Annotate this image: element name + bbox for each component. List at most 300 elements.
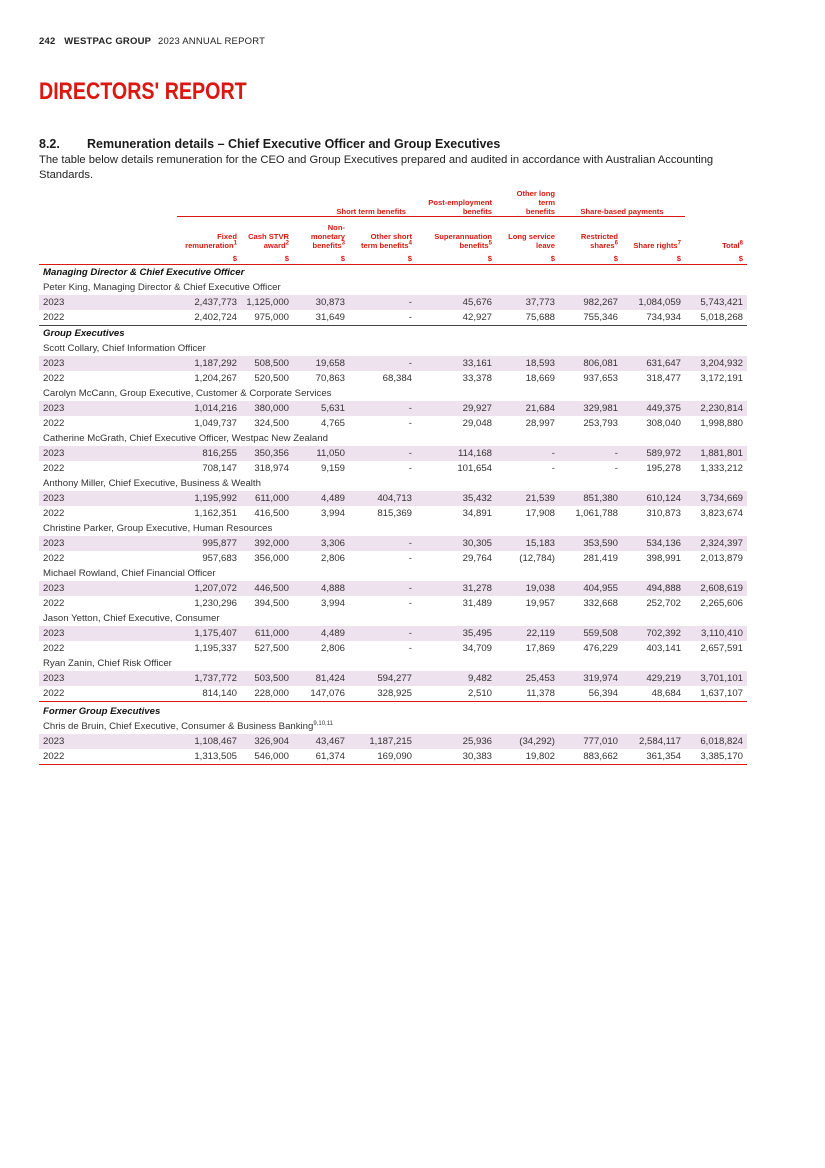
table-row (39, 491, 747, 506)
value-cell: 1,187,215 (349, 734, 416, 749)
year-cell: 2023 (39, 536, 177, 551)
table-row (39, 506, 747, 521)
person-row (39, 719, 747, 734)
footnote-ref: 8 (739, 240, 743, 247)
value-cell: 361,354 (622, 749, 685, 765)
table-row (39, 416, 747, 431)
person-name-text: Christine Parker, Group Executive, Human Resources (43, 523, 273, 534)
value-cell: 503,500 (241, 671, 293, 686)
value-cell: 398,991 (646, 553, 681, 564)
year-cell: 2023 (39, 626, 177, 641)
value-cell: 281,419 (583, 553, 618, 564)
person-row (39, 341, 747, 356)
value-cell: 15,183 (496, 536, 559, 551)
value-cell: 228,000 (254, 688, 289, 699)
year-cell: 2022 (43, 463, 65, 474)
section-heading (39, 137, 500, 151)
value-cell: 19,038 (496, 581, 559, 596)
table-row (39, 371, 747, 386)
person-name (39, 386, 747, 401)
value-cell: 101,654 (457, 463, 492, 474)
value-cell: 734,934 (646, 312, 681, 323)
value-cell: 75,688 (525, 312, 555, 323)
value-cell: 252,702 (646, 598, 681, 609)
person-name-text: Peter King, Managing Director & Chief Executive Officer (43, 282, 281, 293)
person-name (39, 719, 747, 734)
remuneration-table (39, 189, 747, 765)
column-header (177, 217, 241, 253)
value-cell: 1,637,107 (700, 688, 743, 699)
value-cell: 2,437,773 (177, 295, 241, 310)
value-cell: 17,908 (525, 508, 555, 519)
value-cell: - (349, 356, 416, 371)
person-row (39, 566, 747, 581)
value-cell: 2,806 (320, 553, 345, 564)
value-cell: 308,040 (646, 418, 681, 429)
year-cell: 2023 (39, 734, 177, 749)
value-cell: 35,432 (416, 491, 496, 506)
value-cell: 975,000 (254, 312, 289, 323)
value-cell: 19,957 (525, 598, 555, 609)
value-cell: 195,278 (646, 463, 681, 474)
value-cell: 404,713 (349, 491, 416, 506)
value-cell: 611,000 (241, 626, 293, 641)
unit-row (39, 252, 747, 265)
year-cell: 2022 (43, 688, 65, 699)
value-cell: 4,888 (293, 581, 349, 596)
value-cell: 3,701,101 (685, 671, 747, 686)
value-cell: - (559, 446, 622, 461)
value-cell: 394,500 (254, 598, 289, 609)
value-cell: 3,172,191 (700, 373, 743, 384)
value-cell: 1,061,788 (575, 508, 618, 519)
value-cell: (34,292) (496, 734, 559, 749)
value-cell: 3,306 (293, 536, 349, 551)
table-row (39, 446, 747, 461)
value-cell: - (349, 581, 416, 596)
value-cell: 21,684 (496, 401, 559, 416)
value-cell: 318,477 (646, 373, 681, 384)
value-cell: 2,324,397 (685, 536, 747, 551)
person-name-text: Chris de Bruin, Chief Executive, Consumer & Business Banking (43, 721, 314, 732)
section-title: Managing Director & Chief Executive Officer (39, 265, 747, 281)
value-cell: 534,136 (622, 536, 685, 551)
column-header (349, 217, 416, 253)
value-cell: 1,195,337 (194, 643, 237, 654)
value-cell: 324,500 (254, 418, 289, 429)
value-cell: 45,676 (416, 295, 496, 310)
year-cell: 2022 (43, 312, 65, 323)
column-label: Long service leave (508, 232, 555, 250)
value-cell: 11,378 (526, 688, 555, 699)
value-cell: 1,084,059 (622, 295, 685, 310)
person-name (39, 566, 747, 581)
year-cell: 2022 (43, 508, 65, 519)
value-cell: 11,050 (293, 446, 349, 461)
column-label: Total (722, 241, 740, 250)
value-cell: 883,662 (559, 749, 622, 765)
person-row (39, 431, 747, 446)
table-row (39, 626, 747, 641)
table-row (39, 356, 747, 371)
value-cell: 995,877 (177, 536, 241, 551)
value-cell: 429,219 (622, 671, 685, 686)
table-row (39, 671, 747, 686)
value-cell: - (349, 446, 416, 461)
group-header-row (39, 189, 747, 217)
person-name (39, 431, 747, 446)
value-cell: 3,994 (320, 508, 345, 519)
section-title: Group Executives (39, 326, 747, 342)
value-cell: 37,773 (496, 295, 559, 310)
year-cell: 2023 (39, 581, 177, 596)
person-name (39, 341, 747, 356)
value-cell: 328,925 (377, 688, 412, 699)
column-header (241, 217, 293, 253)
value-cell: 5,743,421 (685, 295, 747, 310)
value-cell: 30,873 (293, 295, 349, 310)
section-row (39, 326, 747, 342)
value-cell: 508,500 (241, 356, 293, 371)
value-cell: 392,000 (241, 536, 293, 551)
value-cell: 2,584,117 (622, 734, 685, 749)
person-name (39, 521, 747, 536)
value-cell: 2,013,879 (700, 553, 743, 564)
value-cell: 755,346 (583, 312, 618, 323)
year-cell: 2023 (39, 491, 177, 506)
table-row (39, 401, 747, 416)
value-cell: 777,010 (559, 734, 622, 749)
section-title: Former Group Executives (39, 702, 747, 720)
value-cell: 404,955 (559, 581, 622, 596)
column-header (685, 217, 747, 253)
year-cell: 2022 (43, 643, 65, 654)
person-name-text: Catherine McGrath, Chief Executive Officer, Westpac New Zealand (43, 433, 328, 444)
table-row (39, 536, 747, 551)
value-cell: - (408, 312, 412, 323)
person-row (39, 656, 747, 671)
unit-label: $ (349, 252, 416, 265)
column-header-row (39, 217, 747, 253)
year-cell: 2022 (43, 373, 65, 384)
value-cell: 319,974 (559, 671, 622, 686)
value-cell: 114,168 (416, 446, 496, 461)
value-cell: 449,375 (622, 401, 685, 416)
value-cell: 3,994 (320, 598, 345, 609)
value-cell: 25,453 (496, 671, 559, 686)
year-cell: 2023 (39, 671, 177, 686)
value-cell: 816,255 (177, 446, 241, 461)
table-row (39, 461, 747, 476)
column-label: Fixed remuneration (185, 232, 237, 250)
value-cell: - (551, 463, 555, 474)
footnote-ref: 1 (233, 240, 237, 247)
value-cell: 559,508 (559, 626, 622, 641)
value-cell: 9,159 (320, 463, 345, 474)
table-row (39, 749, 747, 765)
year-cell: 2022 (43, 598, 65, 609)
person-name (39, 611, 747, 626)
value-cell: 2,402,724 (194, 312, 237, 323)
person-name (39, 656, 747, 671)
value-cell: 494,888 (622, 581, 685, 596)
year-cell: 2023 (39, 356, 177, 371)
value-cell: 29,764 (462, 553, 492, 564)
value-cell: 1,014,216 (177, 401, 241, 416)
value-cell: 350,356 (241, 446, 293, 461)
value-cell: 5,018,268 (700, 312, 743, 323)
year-cell: 2022 (43, 553, 65, 564)
table-row (39, 686, 747, 702)
value-cell: 2,608,619 (685, 581, 747, 596)
value-cell: 1,881,801 (685, 446, 747, 461)
value-cell: 4,765 (320, 418, 345, 429)
value-cell: 318,974 (254, 463, 289, 474)
value-cell: 1,313,505 (177, 749, 241, 765)
value-cell: 56,394 (588, 688, 618, 699)
unit-label: $ (177, 252, 241, 265)
section-row (39, 265, 747, 281)
value-cell: 814,140 (202, 688, 237, 699)
group-header-short-term: Short term benefits (177, 189, 416, 217)
value-cell: - (349, 626, 416, 641)
value-cell: 34,709 (462, 643, 492, 654)
value-cell: - (349, 401, 416, 416)
value-cell: 380,000 (241, 401, 293, 416)
value-cell: 326,904 (241, 734, 293, 749)
column-header (293, 217, 349, 253)
value-cell: 31,489 (462, 598, 492, 609)
page-header (39, 36, 265, 47)
company-name: WESTPAC GROUP (64, 36, 152, 47)
person-name-text: Anthony Miller, Chief Executive, Business & Wealth (43, 478, 261, 489)
value-cell: 1,049,737 (194, 418, 237, 429)
person-name-text: Carolyn McCann, Group Executive, Customer & Corporate Services (43, 388, 332, 399)
column-label: Share rights (633, 241, 678, 250)
value-cell: 61,374 (293, 749, 349, 765)
value-cell: 1,108,467 (177, 734, 241, 749)
value-cell: 937,653 (583, 373, 618, 384)
page-number: 242 (39, 36, 56, 47)
value-cell: 42,927 (462, 312, 492, 323)
value-cell: 3,204,932 (685, 356, 747, 371)
value-cell: 3,110,410 (685, 626, 747, 641)
section-row (39, 702, 747, 720)
value-cell: 3,823,674 (700, 508, 743, 519)
table-row (39, 581, 747, 596)
value-cell: 610,124 (622, 491, 685, 506)
value-cell: 30,383 (416, 749, 496, 765)
value-cell: 6,018,824 (685, 734, 747, 749)
footnote-ref: 3 (341, 240, 345, 247)
value-cell: 589,972 (622, 446, 685, 461)
value-cell: 19,802 (496, 749, 559, 765)
value-cell: - (614, 463, 618, 474)
person-name-text: Jason Yetton, Chief Executive, Consumer (43, 613, 220, 624)
column-label: Superannuation benefits (434, 232, 492, 250)
person-name-text: Michael Rowland, Chief Financial Officer (43, 568, 216, 579)
value-cell: 611,000 (241, 491, 293, 506)
value-cell: 815,369 (377, 508, 412, 519)
value-cell: 1,333,212 (700, 463, 743, 474)
value-cell: 70,863 (315, 373, 345, 384)
value-cell: 4,489 (293, 626, 349, 641)
value-cell: 29,927 (416, 401, 496, 416)
value-cell: 1,187,292 (177, 356, 241, 371)
value-cell: 806,081 (559, 356, 622, 371)
page-title: DIRECTORS' REPORT (39, 78, 247, 105)
value-cell: - (408, 463, 412, 474)
person-row (39, 386, 747, 401)
person-name-text: Ryan Zanin, Chief Risk Officer (43, 658, 172, 669)
unit-label: $ (293, 252, 349, 265)
value-cell: 43,467 (293, 734, 349, 749)
value-cell: 48,684 (651, 688, 681, 699)
column-label: Restricted shares (580, 232, 618, 250)
column-header (496, 217, 559, 253)
value-cell: 446,500 (241, 581, 293, 596)
value-cell: 957,683 (202, 553, 237, 564)
value-cell: 31,649 (315, 312, 345, 323)
value-cell: 1,125,000 (241, 295, 293, 310)
value-cell: 253,793 (583, 418, 618, 429)
value-cell: 1,737,772 (177, 671, 241, 686)
column-label: Cash STVR award (248, 232, 289, 250)
column-label: Non-monetary benefits (310, 223, 345, 250)
value-cell: - (408, 598, 412, 609)
value-cell: 708,147 (202, 463, 237, 474)
value-cell: 21,539 (496, 491, 559, 506)
value-cell: 25,936 (416, 734, 496, 749)
value-cell: 3,734,669 (685, 491, 747, 506)
value-cell: - (496, 446, 559, 461)
person-row (39, 280, 747, 295)
value-cell: 546,000 (241, 749, 293, 765)
value-cell: 35,495 (416, 626, 496, 641)
value-cell: 329,981 (559, 401, 622, 416)
value-cell: - (408, 553, 412, 564)
column-header (559, 217, 622, 253)
table-row (39, 310, 747, 326)
table-body (39, 265, 747, 765)
footnote-ref: 7 (677, 240, 681, 247)
column-label: Other short term benefits (360, 232, 412, 250)
value-cell: 22,119 (496, 626, 559, 641)
value-cell: 147,076 (310, 688, 345, 699)
value-cell: 851,380 (559, 491, 622, 506)
value-cell: 5,631 (293, 401, 349, 416)
value-cell: 2,510 (467, 688, 492, 699)
section-title: Remuneration details – Chief Executive Officer and Group Executives (87, 137, 501, 151)
unit-label: $ (559, 252, 622, 265)
value-cell: 33,161 (416, 356, 496, 371)
footnote-ref: 5 (488, 240, 492, 247)
column-header (416, 217, 496, 253)
value-cell: 594,277 (349, 671, 416, 686)
table-row (39, 551, 747, 566)
unit-label: $ (416, 252, 496, 265)
value-cell: 2,230,814 (685, 401, 747, 416)
group-header-other-long-term: Other long term benefits (496, 189, 559, 217)
table-row (39, 596, 747, 611)
value-cell: 2,265,606 (700, 598, 743, 609)
value-cell: 1,195,992 (177, 491, 241, 506)
value-cell: 18,593 (496, 356, 559, 371)
value-cell: 4,489 (293, 491, 349, 506)
year-cell: 2023 (39, 295, 177, 310)
value-cell: 1,207,072 (177, 581, 241, 596)
value-cell: 416,500 (254, 508, 289, 519)
value-cell: 982,267 (559, 295, 622, 310)
report-name: 2023 ANNUAL REPORT (158, 36, 266, 47)
footnote-ref: 9,10,11 (313, 720, 333, 727)
value-cell: - (408, 643, 412, 654)
footnote-ref: 4 (408, 240, 412, 247)
value-cell: 169,090 (349, 749, 416, 765)
unit-label: $ (685, 252, 747, 265)
value-cell: 332,668 (583, 598, 618, 609)
person-name (39, 280, 747, 295)
value-cell: 1,998,880 (700, 418, 743, 429)
value-cell: 30,305 (416, 536, 496, 551)
value-cell: 520,500 (254, 373, 289, 384)
table-row (39, 641, 747, 656)
value-cell: (12,784) (519, 553, 555, 564)
value-cell: 2,657,591 (700, 643, 743, 654)
value-cell: 403,141 (646, 643, 681, 654)
value-cell: 68,384 (382, 373, 412, 384)
year-cell: 2022 (39, 749, 177, 765)
value-cell: 527,500 (254, 643, 289, 654)
intro-paragraph: The table below details remuneration for the CEO and Group Executives prepared and audited in accordance with Australian Accounting Standards. (39, 154, 714, 181)
value-cell: 31,278 (416, 581, 496, 596)
value-cell: 2,806 (320, 643, 345, 654)
value-cell: 476,229 (583, 643, 618, 654)
value-cell: 28,997 (525, 418, 555, 429)
value-cell: 1,230,296 (194, 598, 237, 609)
value-cell: 1,162,351 (194, 508, 237, 519)
table-row (39, 734, 747, 749)
year-cell: 2023 (39, 446, 177, 461)
footnote-ref: 6 (614, 240, 618, 247)
value-cell: 1,204,267 (194, 373, 237, 384)
table-row (39, 295, 747, 310)
value-cell: - (349, 536, 416, 551)
value-cell: 81,424 (293, 671, 349, 686)
year-cell: 2023 (39, 401, 177, 416)
section-number: 8.2. (39, 137, 60, 151)
value-cell: 34,891 (462, 508, 492, 519)
unit-label: $ (241, 252, 293, 265)
unit-label: $ (496, 252, 559, 265)
value-cell: - (408, 418, 412, 429)
value-cell: 33,378 (462, 373, 492, 384)
value-cell: 353,590 (559, 536, 622, 551)
value-cell: 1,175,407 (177, 626, 241, 641)
group-header-share-based: Share-based payments (559, 189, 685, 217)
person-name (39, 476, 747, 491)
value-cell: 356,000 (254, 553, 289, 564)
value-cell: 3,385,170 (685, 749, 747, 765)
person-name-text: Scott Collary, Chief Information Officer (43, 343, 206, 354)
value-cell: 17,869 (525, 643, 555, 654)
value-cell: 631,647 (622, 356, 685, 371)
value-cell: 702,392 (622, 626, 685, 641)
group-header-post-employment: Post-employment benefits (416, 189, 496, 217)
footnote-ref: 2 (285, 240, 289, 247)
person-row (39, 521, 747, 536)
value-cell: 29,048 (462, 418, 492, 429)
